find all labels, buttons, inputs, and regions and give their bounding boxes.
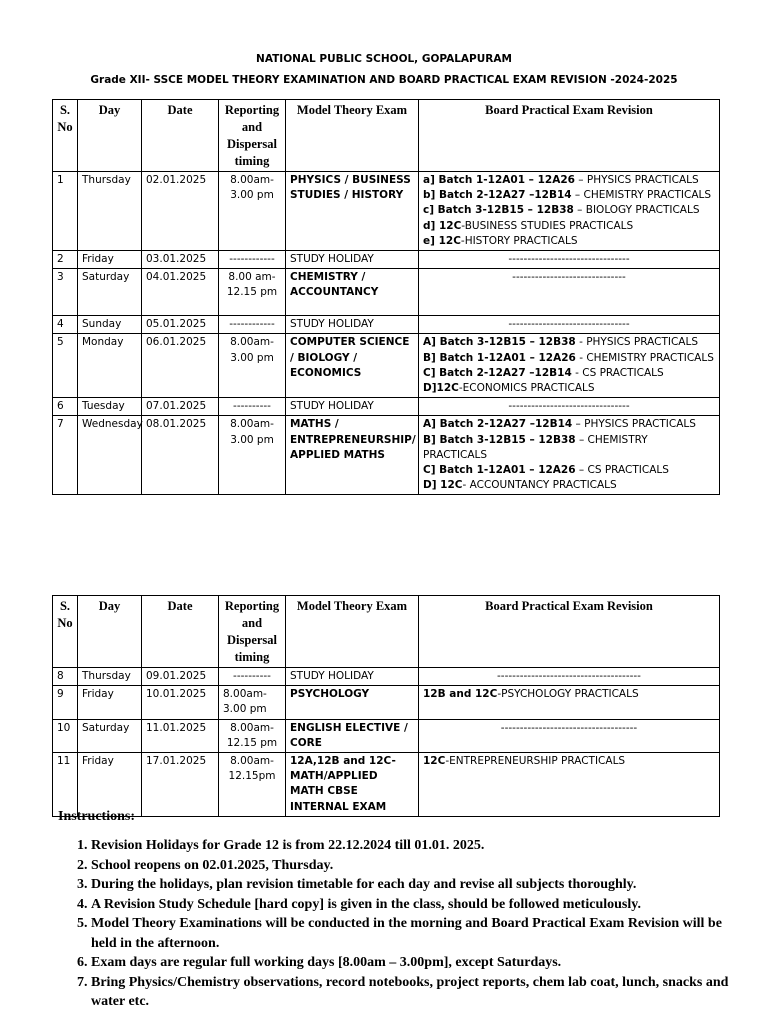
cell-sno: 6 [53,398,78,416]
cell-sno: 1 [53,172,78,251]
revision-subject: - ACCOUNTANCY PRACTICALS [462,479,617,492]
cell-revision: ------------------------------ [419,269,720,316]
cell-date: 05.01.2025 [142,316,219,334]
cell-timing: 8.00am- 3.00 pm [219,416,286,495]
instructions-section [58,808,748,1012]
table-row [53,686,720,719]
table-row [53,316,720,334]
instruction-item: 2. School reopens on 02.01.2025, Thursday. [91,856,748,876]
revision-line [423,219,715,234]
table-row [53,398,720,416]
revision-subject: - CHEMISTRY PRACTICALS [575,351,714,364]
cell-timing: 8.00 am- 12.15 pm [219,269,286,316]
revision-subject: - PHYSICS PRACTICALS [575,336,699,349]
revision-line [423,203,715,218]
revision-subject: – PHYSICS PRACTICALS [572,418,696,431]
table-row [53,668,720,686]
cell-theory-exam: STUDY HOLIDAY [286,398,419,416]
cell-day: Thursday [78,172,142,251]
cell-revision [419,753,720,817]
cell-timing: ---------- [219,398,286,416]
cell-theory-exam: COMPUTER SCIENCE / BIOLOGY / ECONOMICS [286,334,419,398]
cell-day: Friday [78,251,142,269]
cell-sno: 11 [53,753,78,817]
revision-line [423,754,715,769]
revision-batch: A] Batch 2-12A27 –12B14 [423,418,573,431]
cell-day: Friday [78,753,142,817]
cell-date: 08.01.2025 [142,416,219,495]
schedule-table-2 [52,595,720,817]
cell-timing: ---------- [219,668,286,686]
cell-timing: ------------ [219,316,286,334]
cell-timing: 8.00am- 12.15pm [219,753,286,817]
revision-batch: A] Batch 3-12B15 – 12B38 [423,336,576,349]
cell-revision: -------------------------------- [419,316,720,334]
revision-batch: b] Batch 2-12A27 –12B14 [423,189,572,202]
revision-subject: – CS PRACTICALS [575,464,669,477]
cell-day: Monday [78,334,142,398]
revision-batch: D] 12C [423,479,463,492]
cell-timing: 8.00am- 12.15 pm [219,719,286,752]
instruction-item: 1. Revision Holidays for Grade 12 is from 22.12.2024 till 01.01. 2025. [91,836,748,856]
col-header-sno: S. No [53,100,78,172]
revision-subject: – BIOLOGY PRACTICALS [573,204,700,217]
cell-day: Tuesday [78,398,142,416]
cell-day: Saturday [78,269,142,316]
cell-date: 03.01.2025 [142,251,219,269]
exam-schedule-title: Grade XII- SSCE MODEL THEORY EXAMINATION AND BOARD PRACTICAL EXAM REVISION -2024-2025 [90,74,678,86]
revision-line [423,478,715,493]
cell-sno: 2 [53,251,78,269]
cell-day: Friday [78,686,142,719]
cell-date: 06.01.2025 [142,334,219,398]
revision-line [423,351,715,366]
revision-subject: -PSYCHOLOGY PRACTICALS [497,688,639,701]
revision-batch: 12C [423,755,446,768]
instructions-heading: Instructions: [58,809,136,824]
cell-sno: 9 [53,686,78,719]
instruction-item: 4. A Revision Study Schedule [hard copy] is given in the class, should be followed meticulously. [91,895,748,915]
table-row [53,172,720,251]
cell-date: 17.01.2025 [142,753,219,817]
revision-batch: C] Batch 1-12A01 – 12A26 [423,464,576,477]
revision-line [423,463,715,478]
cell-revision: -------------------------------------- [419,668,720,686]
cell-theory-exam: STUDY HOLIDAY [286,251,419,269]
cell-timing: 8.00am- 3.00 pm [219,172,286,251]
cell-theory-exam: PHYSICS / BUSINESS STUDIES / HISTORY [286,172,419,251]
revision-batch: 12B and 12C [423,688,498,701]
revision-subject: -ECONOMICS PRACTICALS [458,382,595,395]
col-header-day: Day [78,596,142,668]
cell-date: 02.01.2025 [142,172,219,251]
cell-sno: 5 [53,334,78,398]
col-header-revision: Board Practical Exam Revision [419,100,720,172]
revision-batch: d] 12C [423,219,462,232]
schedule-body-2 [53,668,720,817]
revision-line [423,234,715,249]
col-header-timing: Reporting and Dispersal timing [219,596,286,668]
instruction-item: 3. During the holidays, plan revision timetable for each day and revise all subjects thoroughly. [91,875,748,895]
revision-line [423,417,715,432]
cell-day: Thursday [78,668,142,686]
revision-subject: – CHEMISTRY PRACTICALS [423,433,648,461]
table-row [53,269,720,316]
cell-theory-exam: STUDY HOLIDAY [286,668,419,686]
col-header-timing: Reporting and Dispersal timing [219,100,286,172]
revision-batch: C] Batch 2-12A27 –12B14 [423,366,572,379]
instructions-list [58,836,748,1012]
cell-theory-exam: 12A,12B and 12C- MATH/APPLIED MATH CBSE INTERNAL EXAM [286,753,419,817]
cell-theory-exam: ENGLISH ELECTIVE / CORE [286,719,419,752]
revision-line [423,381,715,396]
table-row [53,251,720,269]
revision-line [423,188,715,203]
cell-revision [419,686,720,719]
table-row [53,416,720,495]
cell-date: 04.01.2025 [142,269,219,316]
table-header-row [53,596,720,668]
revision-subject: -BUSINESS STUDIES PRACTICALS [461,219,634,232]
cell-revision [419,416,720,495]
col-header-date: Date [142,596,219,668]
revision-subject: -ENTREPRENEURSHIP PRACTICALS [445,755,626,768]
revision-subject: - CS PRACTICALS [571,366,664,379]
cell-date: 10.01.2025 [142,686,219,719]
cell-timing: 8.00am- 3.00 pm [219,334,286,398]
cell-sno: 4 [53,316,78,334]
schedule-table-1 [52,99,720,495]
revision-batch: a] Batch 1-12A01 – 12A26 [423,174,575,186]
school-name: NATIONAL PUBLIC SCHOOL, GOPALAPURAM [256,53,512,65]
table-row [53,753,720,817]
revision-line [423,433,715,463]
cell-date: 11.01.2025 [142,719,219,752]
cell-day: Saturday [78,719,142,752]
table-row [53,334,720,398]
revision-line [423,335,715,350]
revision-batch: e] 12C [423,234,461,247]
revision-batch: c] Batch 3-12B15 – 12B38 [423,204,574,217]
revision-batch: B] Batch 1-12A01 – 12A26 [423,351,576,364]
schedule-body-1 [53,172,720,495]
cell-day: Sunday [78,316,142,334]
col-header-theory: Model Theory Exam [286,596,419,668]
revision-line [423,687,715,702]
cell-theory-exam: MATHS / ENTREPRENEURSHIP/ APPLIED MATHS [286,416,419,495]
col-header-sno: S. No [53,596,78,668]
revision-batch: B] Batch 3-12B15 – 12B38 [423,433,576,446]
col-header-day: Day [78,100,142,172]
cell-date: 09.01.2025 [142,668,219,686]
revision-subject: – PHYSICS PRACTICALS [574,174,699,186]
revision-subject: – CHEMISTRY PRACTICALS [571,189,712,202]
cell-revision: ------------------------------------ [419,719,720,752]
revision-line [423,366,715,381]
table-row [53,719,720,752]
cell-day: Wednesday [78,416,142,495]
instruction-item: 6. Exam days are regular full working days [8.00am – 3.00pm], except Saturdays. [91,953,748,973]
cell-theory-exam: CHEMISTRY / ACCOUNTANCY [286,269,419,316]
cell-timing: 8.00am- 3.00 pm [219,686,286,719]
revision-batch: D]12C [423,382,459,395]
col-header-revision: Board Practical Exam Revision [419,596,720,668]
cell-revision: -------------------------------- [419,398,720,416]
cell-theory-exam: PSYCHOLOGY [286,686,419,719]
table-header-row [53,100,720,172]
cell-revision [419,334,720,398]
cell-timing: ------------ [219,251,286,269]
cell-revision [419,172,720,251]
cell-sno: 10 [53,719,78,752]
cell-theory-exam: STUDY HOLIDAY [286,316,419,334]
cell-sno: 7 [53,416,78,495]
instruction-item: 5. Model Theory Examinations will be conducted in the morning and Board Practical Exam Revision will be held in the afternoon. [91,914,748,953]
revision-line [423,173,715,188]
cell-date: 07.01.2025 [142,398,219,416]
instruction-item: 7. Bring Physics/Chemistry observations, record notebooks, project reports, chem lab coat, lunch, snacks and water etc. [91,973,748,1012]
cell-revision: -------------------------------- [419,251,720,269]
col-header-theory: Model Theory Exam [286,100,419,172]
cell-sno: 3 [53,269,78,316]
col-header-date: Date [142,100,219,172]
revision-subject: -HISTORY PRACTICALS [460,234,578,247]
cell-sno: 8 [53,668,78,686]
